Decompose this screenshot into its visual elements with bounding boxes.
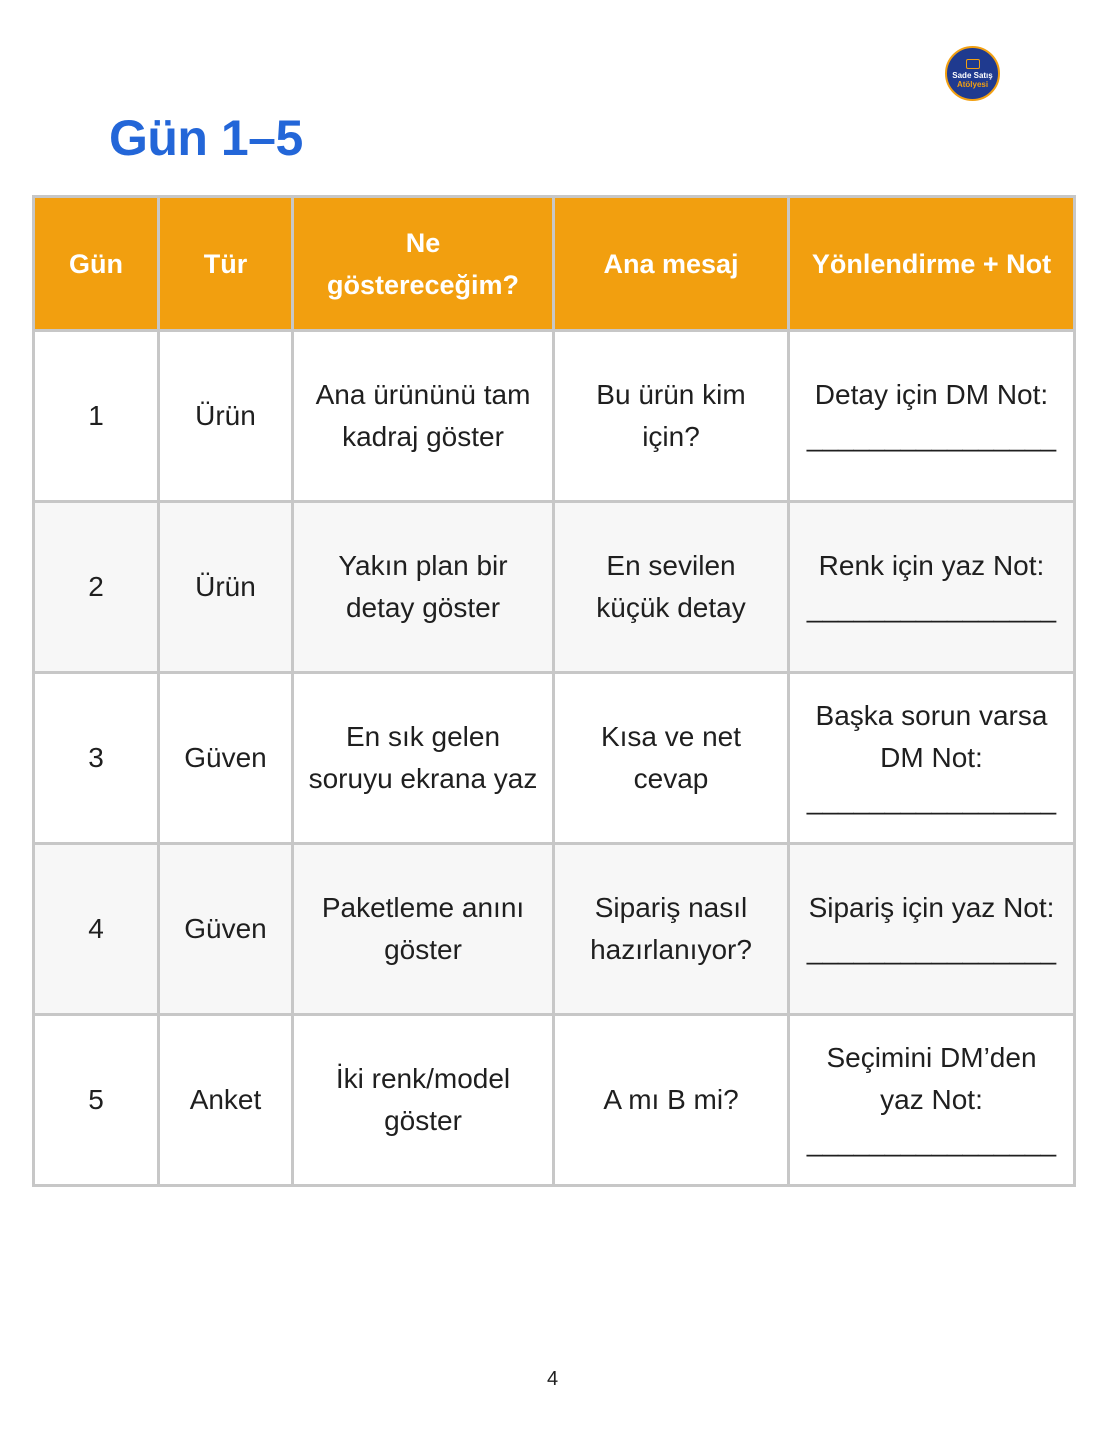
cell-day: 5: [34, 1015, 159, 1186]
logo-text-bottom: Atölyesi: [956, 79, 989, 89]
cell-type: Güven: [159, 673, 293, 844]
brand-logo: [945, 46, 1000, 101]
cell-type: Ürün: [159, 331, 293, 502]
cell-show: En sık gelen soruyu ekrana yaz: [293, 673, 554, 844]
logo-text-top: Sade Satış: [952, 70, 993, 80]
cell-show: Paketleme anını göster: [293, 844, 554, 1015]
cell-direction: [789, 331, 1075, 502]
cell-message: Sipariş nasıl hazırlanıyor?: [554, 844, 789, 1015]
note-blank-line: ________________: [806, 784, 1057, 815]
cell-direction: [789, 502, 1075, 673]
header-type: Tür: [159, 197, 293, 331]
note-blank-line: ________________: [806, 421, 1057, 452]
table-row: [34, 1015, 1075, 1186]
table-row: [34, 673, 1075, 844]
cell-day: 1: [34, 331, 159, 502]
cell-message: A mı B mi?: [554, 1015, 789, 1186]
cell-direction: [789, 673, 1075, 844]
cell-day: 3: [34, 673, 159, 844]
cell-show: Yakın plan bir detay göster: [293, 502, 554, 673]
cell-message: En sevilen küçük detay: [554, 502, 789, 673]
cell-show: Ana ürününü tam kadraj göster: [293, 331, 554, 502]
content-plan-table: [32, 195, 1076, 1187]
cell-message: Kısa ve net cevap: [554, 673, 789, 844]
cell-day: 2: [34, 502, 159, 673]
cell-show: İki renk/model göster: [293, 1015, 554, 1186]
header-show: Ne göstereceğim?: [293, 197, 554, 331]
header-day: Gün: [34, 197, 159, 331]
table-row: [34, 331, 1075, 502]
cell-message: Bu ürün kim için?: [554, 331, 789, 502]
direction-text: Renk için yaz Not:: [818, 550, 1045, 581]
table-row: [34, 844, 1075, 1015]
cell-day: 4: [34, 844, 159, 1015]
header-direction: Yönlendirme + Not: [789, 197, 1075, 331]
cell-type: Anket: [159, 1015, 293, 1186]
direction-text: Sipariş için yaz Not:: [808, 892, 1055, 923]
box-icon: [966, 59, 980, 69]
note-blank-line: ________________: [806, 934, 1057, 965]
direction-text: Seçimini DM’den yaz Not:: [826, 1042, 1037, 1115]
cell-type: Ürün: [159, 502, 293, 673]
table-row: [34, 502, 1075, 673]
cell-direction: [789, 1015, 1075, 1186]
cell-type: Güven: [159, 844, 293, 1015]
page-number: 4: [546, 1368, 559, 1390]
table-header-row: [34, 197, 1075, 331]
page-title: Gün 1–5: [109, 110, 303, 166]
note-blank-line: ________________: [806, 1126, 1057, 1157]
direction-text: Başka sorun varsa DM Not:: [815, 700, 1048, 773]
direction-text: Detay için DM Not:: [814, 379, 1049, 410]
header-message: Ana mesaj: [554, 197, 789, 331]
cell-direction: [789, 844, 1075, 1015]
note-blank-line: ________________: [806, 592, 1057, 623]
